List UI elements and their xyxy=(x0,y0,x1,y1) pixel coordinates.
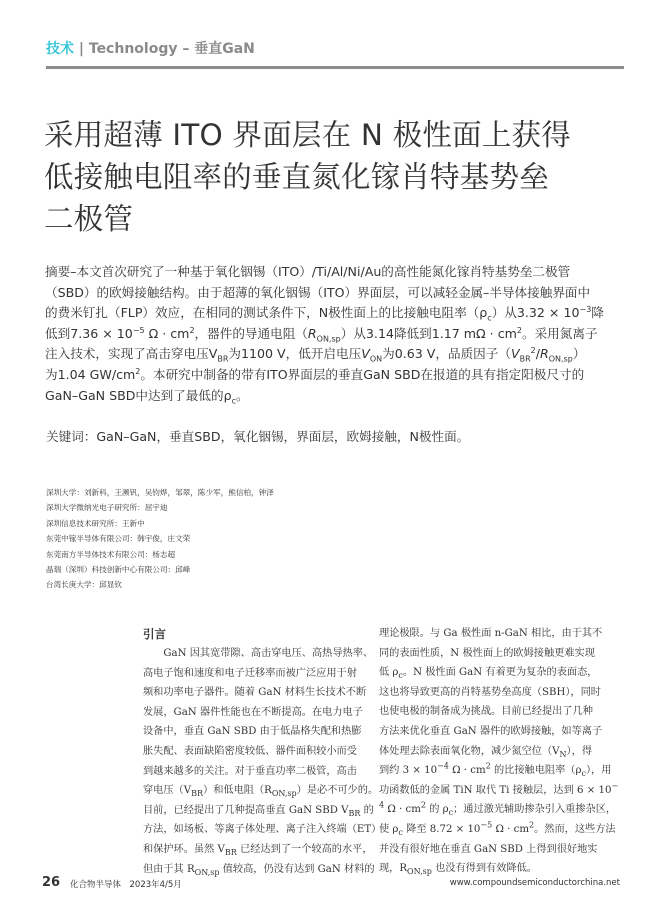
text-script: 2 xyxy=(528,820,535,830)
section-title: 引言 xyxy=(143,627,166,641)
text-script: R xyxy=(307,325,317,341)
body-column-left xyxy=(143,624,382,879)
header-rule xyxy=(46,66,624,69)
text-line: 理论极限。与 Ga 极性面 n-GaN 相比，由于其不 xyxy=(379,628,603,639)
affiliation: 深圳大学微纳光电子研究所：屈宇迪 xyxy=(46,503,168,513)
text-script: BR xyxy=(348,808,361,818)
text-script: ON,sp xyxy=(548,354,573,364)
text-line: 使 $\rho_c$ 降至 $8.72 \times 10^{-5}$ $\Omega \cdot cm^2$。然而，这些方法 xyxy=(379,820,616,837)
text-line: 设备中，垂直 GaN SBD 由于低晶格失配和热膨 xyxy=(143,726,362,738)
website-url: www.compoundsemiconductorchina.net xyxy=(449,878,620,888)
text-script: 4 xyxy=(379,800,385,810)
text-line: （SBD）的欧姆接触结构。由于超薄的氧化铟锡（ITO）界面层，可以减轻金属–半导体接触界面中 xyxy=(45,284,591,300)
text-line: 和保护环。虽然 $V_{BR}$ 已经达到了一个较高的水平， xyxy=(143,843,373,857)
text-script: ON,sp xyxy=(316,334,341,344)
text-script: −3 xyxy=(579,305,592,314)
text-script: −4 xyxy=(437,761,449,771)
text-line: 方法来优化垂直 GaN 器件的欧姆接触，如等离子 xyxy=(379,725,603,737)
running-header xyxy=(46,38,255,58)
text-script: −5 xyxy=(132,325,145,335)
article-title xyxy=(44,114,634,240)
text-script: 2 xyxy=(516,325,522,335)
text-line: GaN 因其宽带隙、高击穿电压、高热导热率、 xyxy=(143,648,374,659)
affiliation: 深圳信息技术研究所：王新中 xyxy=(46,518,145,528)
text-line: 高电子饱和速度和电子迁移率而被广泛应用于射 xyxy=(143,667,357,679)
text-script: 2 xyxy=(420,800,426,810)
affiliations xyxy=(46,485,274,593)
text-line: 摘要–本文首次研究了一种基于氧化铟锡（ITO）/Ti/Al/Ni/Au的高性能氮化镓肖特基势垒二极管 xyxy=(45,264,571,279)
text-script: −5 xyxy=(480,820,493,830)
text-line: 低到$7.36 \times 10^{-5}$ $\Omega \cdot cm^2$，器件的导通电阻$(R_{ON,sp})$从3.14降低到1.17 $m\Omega \cdot cm^2$。采用氮离子 xyxy=(45,325,598,344)
body-column-right xyxy=(379,624,619,879)
text-line: 方法，如场板、等离子体处理、离子注入终端（ET） xyxy=(143,824,382,836)
text-script: c xyxy=(398,827,403,837)
text-line: 但由于其 $R_{ON,sp}$ 值较高，仍没有达到 GaN 材料的 xyxy=(143,863,375,877)
text-script: V xyxy=(510,346,520,362)
text-script: N xyxy=(559,749,567,759)
text-line: 体处理去除表面氧化物，减少氮空位$(V_N)$，得 xyxy=(379,745,593,759)
title-line: 采用超薄 ITO 界面层在 N 极性面上获得 xyxy=(44,118,571,152)
publication-info: 化合物半导体 2023年4/5月 xyxy=(70,880,182,890)
header-category: 技术 xyxy=(46,41,74,57)
text-script: BR xyxy=(191,789,204,799)
text-line: 穿电压$(V_{BR})$和低电阻$(R_{ON,sp})$是必不可少的。 xyxy=(143,785,379,799)
abstract xyxy=(45,262,625,406)
text-script: − xyxy=(611,781,619,791)
affiliation: 东莞南方半导体技术有限公司：杨志超 xyxy=(46,549,176,559)
text-line: 现，$R_{ON,sp}$ 也没有得到有效降低。 xyxy=(379,863,537,877)
keywords: 关键词：GaN–GaN，垂直SBD，氧化铟锡，界面层，欧姆接触，N极性面。 xyxy=(46,429,470,444)
text-script: c xyxy=(398,671,403,681)
text-line: 频和功率电子器件。随着 GaN 材料生长技术不断 xyxy=(143,687,367,699)
text-script: R xyxy=(539,346,549,362)
text-script: ON,sp xyxy=(271,789,297,799)
text-line: 的费米钉扎（FLP）效应，在相同的测试条件下，N极性面上的比接触电阻率$(\rho_c)$从$3.32 \times 10^{-3}$降 xyxy=(45,305,604,323)
header-section: Technology – 垂直GaN xyxy=(88,41,255,57)
text-line: 同的表面性质，N 极性面上的欧姆接触更难实现 xyxy=(379,647,595,659)
text-script: BR xyxy=(217,354,229,364)
text-line: 低 $\rho_c$。N 极性面 GaN 有着更为复杂的表面态， xyxy=(379,667,598,681)
text-script: 2 xyxy=(485,761,491,771)
text-line: 并没有很好地在垂直 GaN SBD 上得到很好地实 xyxy=(379,843,598,855)
text-script: BR xyxy=(224,847,237,857)
text-line: 到约 $3 \times 10^{-4}$ $\Omega \cdot cm^2$ 的比接触电阻率$(\rho_c)$，用 xyxy=(379,761,612,779)
affiliation: 深圳大学：刘新科，王濒钒，吴钧烨，邹翠，陈少军，熊信柏，钟泽 xyxy=(46,488,274,497)
text-line: 为1.04 $GW/cm^2$。本研究中制备的带有ITO界面层的垂直GaN SBD在报道的具有指定阳极尺寸的 xyxy=(45,366,585,382)
page-number: 26 xyxy=(42,875,61,890)
text-line: 也使电极的制备成为挑战。目前已经提出了几种 xyxy=(379,706,593,718)
text-script: BR xyxy=(519,354,531,364)
text-script: ON xyxy=(369,354,383,364)
text-script: 2 xyxy=(135,366,141,376)
text-line: 胀失配、表面缺陷密度较低、器件面积较小而受 xyxy=(143,745,357,757)
text-line: 到越来越多的关注。对于垂直功率二极管，高击 xyxy=(143,765,357,777)
header-separator: | xyxy=(74,41,89,57)
text-line: 功函数低的金属 TiN 取代 Ti 接触层，达到 6 × 10− xyxy=(379,781,619,796)
text-script: V xyxy=(361,346,370,362)
text-line: 发展，GaN 器件性能也在不断提高。在电力电子 xyxy=(143,706,363,718)
column-text xyxy=(143,644,382,879)
text-line: GaN–GaN SBD中达到了最低的$\rho_c$。 xyxy=(45,387,249,406)
text-script: ON,sp xyxy=(407,867,432,877)
text-script: c xyxy=(231,396,236,406)
text-script: c xyxy=(448,808,454,818)
text-line: 目前，已经提出了几种提高垂直 GaN SBD $V_{BR}$ 的 xyxy=(143,804,374,818)
text-line: $^4$ $\Omega \cdot cm^2$ 的 $\rho_c$；通过激光辅助掺杂引入重掺杂区， xyxy=(379,800,617,818)
affiliation: 晶瑞（深圳）科技创新中心有限公司：邱峰 xyxy=(46,565,191,575)
text-script: ON,sp xyxy=(194,867,220,877)
text-script: 2 xyxy=(530,346,536,356)
text-line: 这也将导致更高的肖特基势垒高度（SBH），同时 xyxy=(379,686,601,698)
title-line: 低接触电阻率的垂直氮化镓肖特基势垒 xyxy=(44,160,549,194)
text-script: c xyxy=(487,313,492,323)
text-line: 注入技术，实现了高击穿电压$V_{BR}$为1100 V，低开启电压$V_{ON}$为0.63 V，品质因子$(V_{BR}^2/R_{ON,sp})$ xyxy=(45,346,586,364)
text-script: c xyxy=(581,769,586,779)
title-line: 二极管 xyxy=(44,202,134,236)
affiliation: 东莞中镓半导体有限公司：韩宇俊，庄文荣 xyxy=(46,534,191,544)
affiliation: 台湾长庚大学：邱显钦 xyxy=(46,580,122,590)
text-script: 2 xyxy=(189,325,195,335)
